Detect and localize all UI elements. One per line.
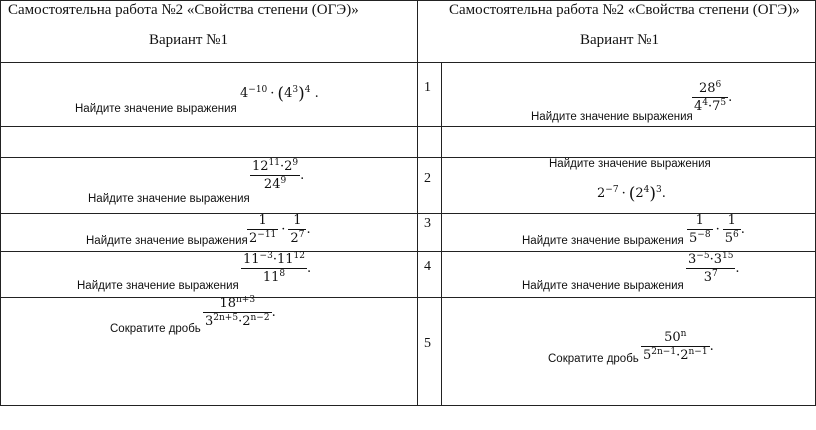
simplify-label: Сократите дробь [548, 353, 639, 365]
math-expression: $\frac{50^n}{5^{2n-1}\cdot 2^{n-1}}$ . [643, 329, 714, 363]
math-expression: $\frac{1}{5^{-8}}$ · $\frac{1}{5^6}$ . [689, 213, 745, 246]
left-variant: Вариант №1 [149, 32, 228, 48]
math-expression: $\frac{3^{-5}\cdot 3^{15}}{3^7}$ . [688, 251, 740, 285]
task-number: 1 [424, 80, 431, 95]
right-title: Самостоятельна работа №2 «Свойства степени (ОГЭ)» [449, 2, 800, 18]
task-label: Найдите значение выражения [522, 235, 684, 247]
math-expression: $4^{-10} \cdot (4^3)^4$ . [240, 84, 319, 104]
right-variant: Вариант №1 [580, 32, 659, 48]
task-label: Найдите значение выражения [77, 280, 239, 292]
table-border-bottom [0, 405, 816, 406]
math-expression: $\frac{1}{2^{-11}}$ · $\frac{1}{2^7}$ . [249, 213, 311, 246]
task-number: 3 [424, 216, 431, 231]
task-number: 2 [424, 171, 431, 186]
simplify-label: Сократите дробь [110, 323, 201, 335]
task-label: Найдите значение выражения [522, 280, 684, 292]
task-number: 5 [424, 336, 431, 351]
task-label: Найдите значение выражения [531, 111, 693, 123]
math-expression: $\frac{11^{-3}\cdot 11^{12}}{11^8}$ . [243, 251, 312, 285]
table-row-divider [0, 62, 816, 63]
table-row-divider [0, 126, 816, 127]
math-expression: $\frac{12^{11}\cdot 2^9}{24^9}$ . [252, 158, 305, 192]
task-label: Найдите значение выражения [549, 158, 711, 170]
table-column-divider [441, 62, 442, 406]
math-expression: $\frac{18^{n+3}}{3^{2n+5}\cdot 2^{n-2}}$ . [205, 295, 276, 329]
task-label: Найдите значение выражения [86, 235, 248, 247]
math-expression: $\frac{28^6}{4^4\cdot 7^5}$ . [694, 80, 733, 114]
task-number: 4 [424, 259, 431, 274]
task-label: Найдите значение выражения [88, 193, 250, 205]
left-title: Самостоятельна работа №2 «Свойства степени (ОГЭ)» [8, 2, 359, 18]
math-expression: $2^{-7} \cdot (2^4)^3$. [597, 184, 666, 204]
table-border-left [0, 0, 1, 406]
task-label: Найдите значение выражения [75, 103, 237, 115]
table-column-divider [417, 0, 418, 406]
table-border-top [0, 0, 816, 1]
table-row-divider [0, 297, 816, 298]
